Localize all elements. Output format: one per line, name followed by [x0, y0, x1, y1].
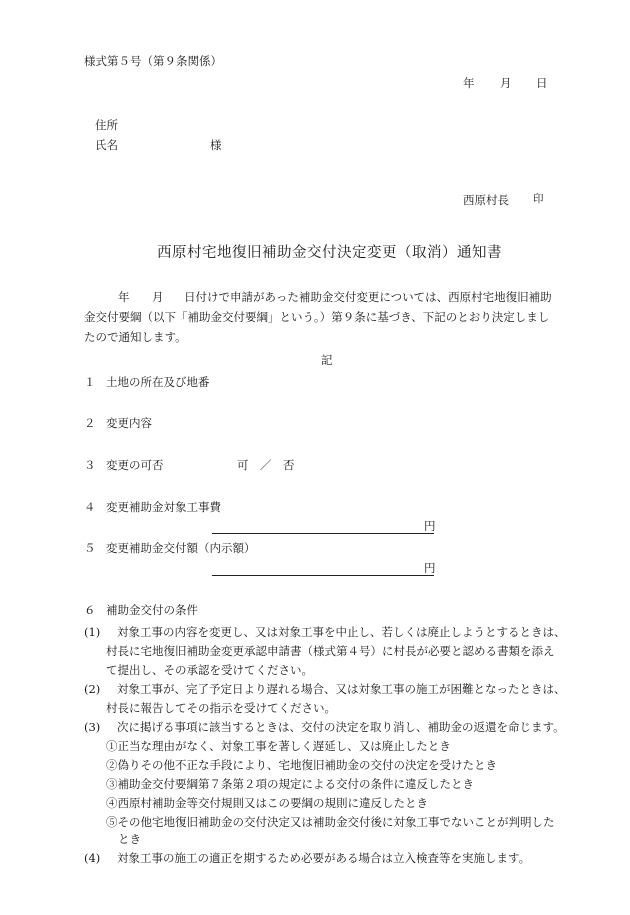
condition-number: (2)	[84, 682, 101, 696]
date-day-label: 日	[536, 76, 548, 90]
date-year-label: 年	[463, 76, 475, 90]
name-label: 氏名	[95, 138, 118, 152]
condition-1-line1: 対象工事の内容を変更し、又は対象工事を中止し、若しくは廃止しようとするときは、	[117, 625, 566, 639]
seal-mark: 印	[533, 193, 544, 205]
condition-1-line2: 村長に宅地復旧補助金変更承認申請書（様式第４号）に村長が必要と認める書類を添え	[106, 644, 555, 658]
intro-line2: 金交付要綱（以下「補助金交付要綱」という。）第９条に基づき、下記のとおり決定しまし	[84, 310, 550, 324]
intro-line3: たので通知します。	[84, 330, 187, 344]
item-label-conditions: 補助金交付の条件	[106, 603, 198, 617]
condition-3-sub-3: ③補助金交付要綱第７条第２項の規定による交付の条件に違反したとき	[106, 777, 474, 791]
condition-3-sub-5: ⑤その他宅地復旧補助金の交付決定又は補助金交付後に対象工事でないことが判明した	[106, 815, 555, 829]
amount-underline	[212, 575, 434, 576]
item-number: ２	[84, 416, 96, 430]
condition-number: (4)	[84, 851, 101, 865]
item-label-cost: 変更補助金対象工事費	[106, 500, 221, 514]
intro-line1: 日付けで申請があった補助金交付変更については、西原村宅地復旧補助	[184, 290, 552, 304]
item-number: ６	[84, 603, 96, 617]
intro-month: 月	[152, 290, 164, 304]
document-title: 西原村宅地復旧補助金交付決定変更（取消）通知書	[157, 245, 502, 261]
condition-4-line1: 対象工事の施工の適正を期するため必要がある場合は立入検査等を実施します。	[117, 851, 531, 865]
item-label-amount: 変更補助金交付額（内示額）	[106, 541, 256, 555]
honorific-label: 様	[210, 138, 222, 152]
intro-year: 年	[118, 290, 130, 304]
amount-unit: 円	[424, 561, 436, 575]
item-label-change: 変更内容	[106, 416, 152, 430]
condition-2-line2: 村長に報告してその指示を受けてください。	[106, 701, 336, 715]
item-label-land: 土地の所在及び地番	[106, 375, 210, 389]
address-label: 住所	[95, 118, 118, 132]
cost-underline	[212, 533, 434, 534]
condition-3-sub-1: ①正当な理由がなく、対象工事を著しく遅延し、又は廃止したとき	[106, 739, 451, 753]
item-label-approval: 変更の可否	[106, 458, 164, 472]
ki-heading: 記	[321, 353, 333, 367]
condition-3-sub-2: ②偽りその他不正な手段により、宅地復旧補助金の交付の決定を受けたとき	[106, 758, 497, 772]
condition-2-line1: 対象工事が、完了予定日より遅れる場合、又は対象工事の施工が困難となったときは、	[117, 682, 566, 696]
date-month-label: 月	[500, 76, 512, 90]
item-number: １	[84, 375, 96, 389]
condition-number: (1)	[84, 625, 101, 639]
issuer-name: 西原村長	[463, 193, 509, 207]
cost-unit: 円	[424, 519, 436, 533]
form-number: 様式第５号（第９条関係）	[84, 54, 222, 68]
condition-3-sub-5-cont: とき	[118, 832, 141, 846]
condition-3-sub-4: ④西原村補助金等交付規則又はこの要綱の規則に違反したとき	[106, 796, 428, 810]
item-number: ４	[84, 500, 96, 514]
approval-choice: 可 ／ 否	[237, 458, 295, 472]
condition-1-line3: て提出し、その承認を受けてください。	[106, 663, 313, 677]
item-number: ５	[84, 541, 96, 555]
condition-number: (3)	[84, 720, 101, 734]
item-number: ３	[84, 458, 96, 472]
condition-3-line1: 次に掲げる事項に該当するときは、交付の決定を取り消し、補助金の返還を命じます。	[117, 720, 565, 734]
